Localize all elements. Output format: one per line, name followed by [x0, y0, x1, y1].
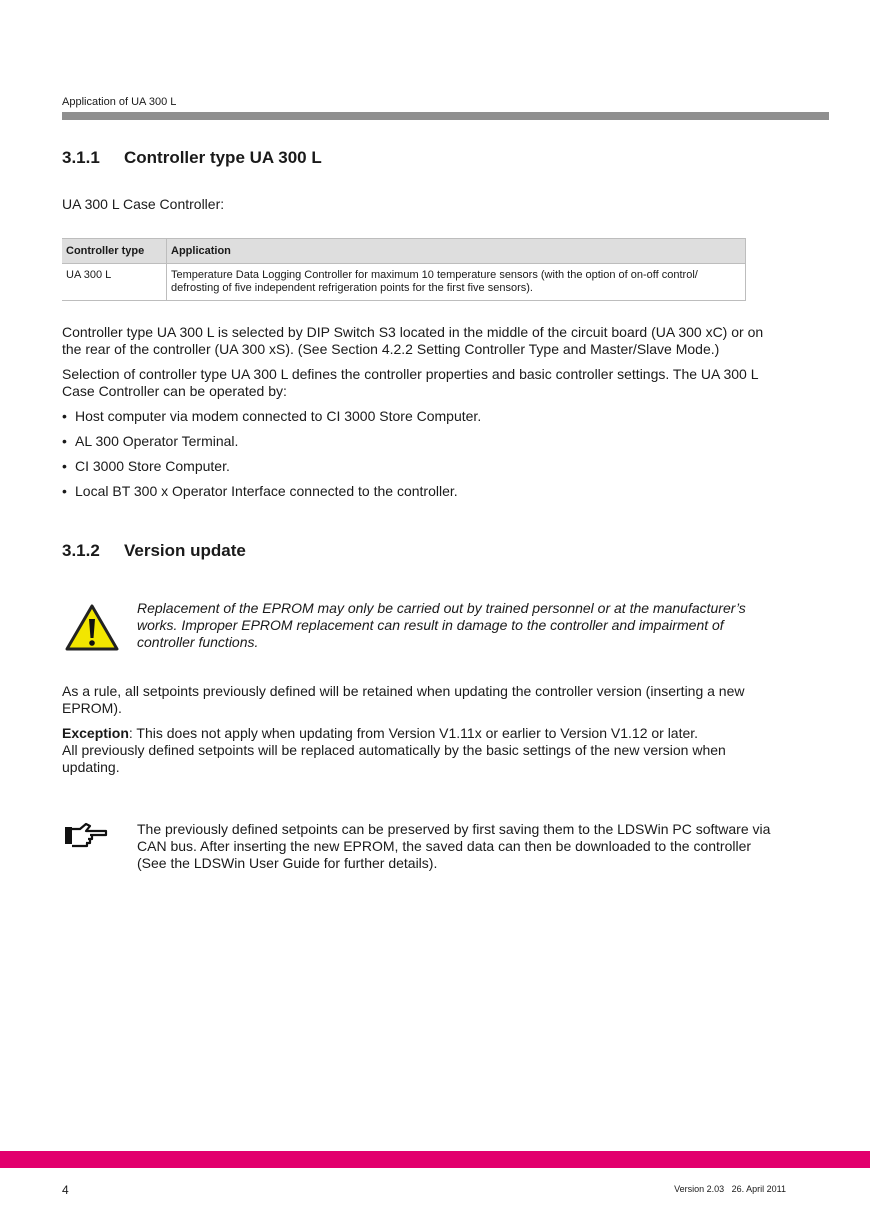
exception-text: : This does not apply when updating from Version V1.11x or earlier to Version V1.12 or later. — [128, 725, 699, 741]
warning-icon — [64, 603, 120, 653]
paragraph: Controller type UA 300 L is selected by DIP Switch S3 located in the middle of the circuit board (UA 300 xC) or on the rear of the controller (UA 300 xS). (See Section 4.2.2 Setting Controller Type and Master/Slave Mode.) — [62, 324, 764, 357]
table-cell: UA 300 L — [62, 264, 167, 301]
section-number: 3.1.1 — [62, 148, 100, 167]
section-heading-3-1-2 — [62, 541, 246, 561]
note-text: The previously defined setpoints can be preserved by first saving them to the LDSWin PC software via CAN bus. After inserting the new EPROM, the saved data can then be downloaded to the controller (See the LDSWin User Guide for further details). — [137, 821, 771, 871]
header-rule — [62, 112, 829, 120]
section-title: Controller type UA 300 L — [124, 148, 322, 167]
table-header-row — [62, 239, 746, 264]
section-number: 3.1.2 — [62, 541, 100, 560]
paragraph: As a rule, all setpoints previously defined will be retained when updating the controller version (inserting a new EPROM). — [62, 683, 745, 716]
section-heading-3-1-1 — [62, 148, 322, 168]
bullet-list — [62, 408, 782, 500]
paragraph: All previously defined setpoints will be replaced automatically by the basic settings of the new version when updating. — [62, 742, 726, 775]
intro-text: UA 300 L Case Controller: — [62, 196, 225, 212]
pointing-hand-icon — [64, 822, 108, 848]
exception-label: Exception — [62, 725, 129, 741]
list-item: • Local BT 300 x Operator Interface connected to the controller. — [62, 483, 782, 500]
version-info: Version 2.03 26. April 2011 — [674, 1184, 786, 1194]
list-item: • AL 300 Operator Terminal. — [62, 433, 782, 450]
column-header: Controller type — [62, 239, 167, 264]
table-cell: Temperature Data Logging Controller for maximum 10 temperature sensors (with the option of on-off control/ defrosting of five independent refrigeration points for the first five sensors). — [167, 264, 746, 301]
paragraph — [62, 725, 782, 742]
section-body — [62, 324, 782, 508]
running-header: Application of UA 300 L — [62, 96, 177, 108]
table-row — [62, 264, 746, 301]
column-header: Application — [167, 239, 746, 264]
section-body — [62, 683, 782, 776]
controller-table — [62, 238, 746, 301]
warning-text: Replacement of the EPROM may only be carried out by trained personnel or at the manufacturer’s works. Improper EPROM replacement can result in damage to the controller and impairment of controller functions. — [137, 600, 746, 650]
list-item: • Host computer via modem connected to CI 3000 Store Computer. — [62, 408, 782, 425]
page-number: 4 — [62, 1183, 69, 1197]
footer-accent-bar — [0, 1151, 870, 1168]
section-title: Version update — [124, 541, 246, 560]
paragraph: Selection of controller type UA 300 L defines the controller properties and basic controller settings. The UA 300 L Case Controller can be operated by: — [62, 366, 758, 399]
list-item: • CI 3000 Store Computer. — [62, 458, 782, 475]
